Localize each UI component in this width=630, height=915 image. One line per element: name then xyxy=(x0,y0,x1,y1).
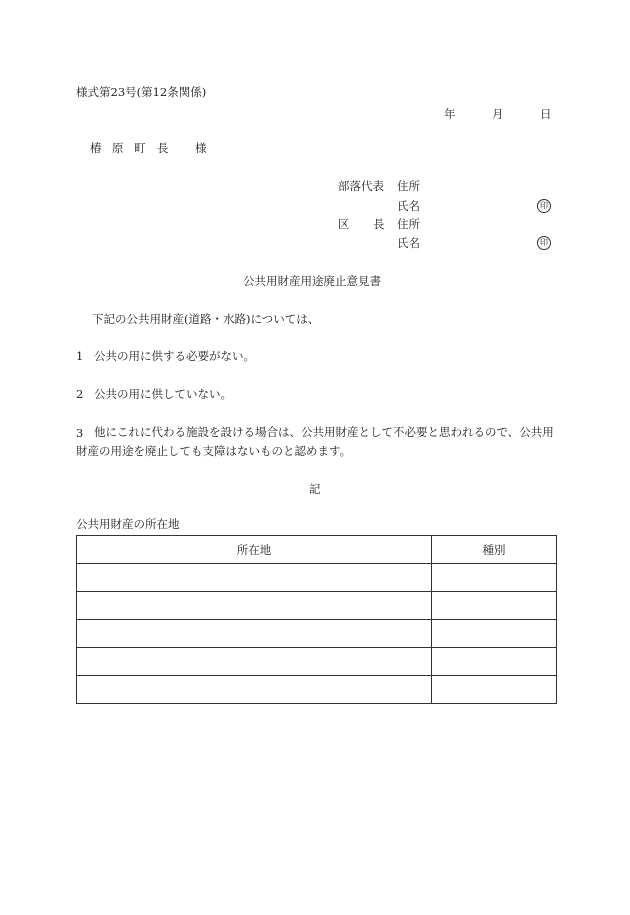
type-cell xyxy=(432,564,557,592)
address-label-2: 住所 xyxy=(397,217,420,231)
type-cell xyxy=(432,592,557,620)
type-cell xyxy=(432,648,557,676)
table-row xyxy=(77,676,557,704)
table-row xyxy=(77,564,557,592)
column-header-location: 所在地 xyxy=(77,536,432,564)
address-label-1: 住所 xyxy=(397,179,420,193)
location-cell xyxy=(77,648,432,676)
signatory-role-1: 部落代表 xyxy=(338,179,384,193)
seal-icon: 印 xyxy=(537,236,551,250)
date-month: 月 xyxy=(492,107,504,121)
item-number: 2 xyxy=(76,387,84,401)
table-row xyxy=(77,620,557,648)
addressee-char-3: 町 xyxy=(134,141,146,155)
type-cell xyxy=(432,620,557,648)
signatory-role-2b: 長 xyxy=(373,217,385,231)
date-year: 年 xyxy=(444,107,456,121)
item-number: 1 xyxy=(76,349,84,363)
table-caption: 公共用財産の所在地 xyxy=(76,517,180,531)
item-number: 3 xyxy=(76,426,84,440)
item-text: 公共の用に供していない。 xyxy=(94,387,232,401)
document-title: 公共用財産用途廃止意見書 xyxy=(243,274,381,288)
addressee-honorific: 様 xyxy=(195,141,207,155)
addressee-char-1: 椿 xyxy=(90,141,102,155)
column-header-type: 種別 xyxy=(432,536,557,564)
location-cell xyxy=(77,592,432,620)
location-cell xyxy=(77,620,432,648)
item-text xyxy=(76,423,558,461)
date-day: 日 xyxy=(540,107,552,121)
item-3-text: 他にこれに代わる施設を設ける場合は、公共用財産として不必要と思われるので、公共用財産の用途を廃止しても支障はないものと認めます。 xyxy=(76,425,554,458)
table-row xyxy=(77,648,557,676)
location-table xyxy=(76,535,557,704)
type-cell xyxy=(432,676,557,704)
table-row xyxy=(77,592,557,620)
ki-heading: 記 xyxy=(309,482,321,496)
item-text: 公共の用に供する必要がない。 xyxy=(94,349,255,363)
seal-icon: 印 xyxy=(537,199,551,213)
location-cell xyxy=(77,676,432,704)
signatory-role-2a: 区 xyxy=(338,217,350,231)
form-number: 様式第23号(第12条関係) xyxy=(76,85,207,99)
table-header-row xyxy=(77,536,557,564)
addressee-char-4: 長 xyxy=(157,141,169,155)
name-label-1: 氏名 xyxy=(397,199,420,213)
intro-text: 下記の公共用財産(道路・水路)については、 xyxy=(92,312,320,326)
location-cell xyxy=(77,564,432,592)
name-label-2: 氏名 xyxy=(397,236,420,250)
addressee-char-2: 原 xyxy=(112,141,124,155)
